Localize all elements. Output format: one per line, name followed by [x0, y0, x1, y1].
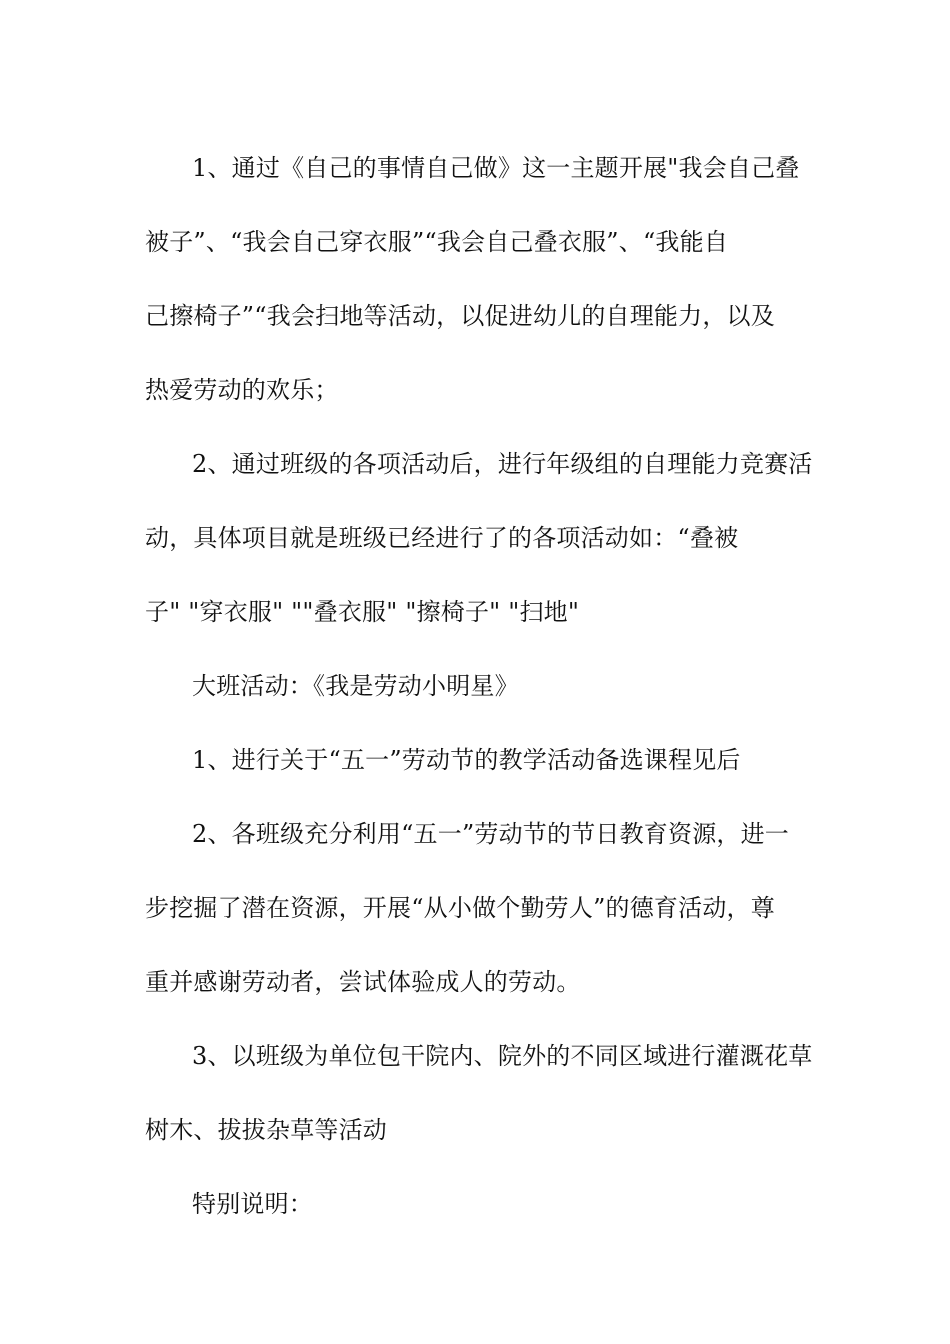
text-line: 2、通过班级的各项活动后，进行年级组的自理能力竞赛活 [192, 450, 813, 478]
document-body [145, 131, 813, 1241]
text-line: 子" "穿衣服" ""叠衣服" "擦椅子" "扫地" [145, 598, 580, 626]
text-line: 动，具体项目就是班级已经进行了的各项活动如：“叠被 [145, 524, 739, 552]
text-line: 2、各班级充分利用“五一”劳动节的节日教育资源，进一 [192, 820, 790, 848]
text-line: 步挖掘了潜在资源，开展“从小做个勤劳人”的德育活动，尊 [145, 894, 775, 922]
text-line: 热爱劳动的欢乐； [145, 376, 339, 404]
section-heading: 特别说明： [192, 1190, 313, 1218]
section-heading: 大班活动：《我是劳动小明星》 [192, 672, 519, 700]
text-line: 重并感谢劳动者，尝试体验成人的劳动。 [145, 968, 581, 996]
text-line: 被子”、“我会自己穿衣服”“我会自己叠衣服”、“我能自 [145, 228, 729, 256]
text-line: 1、进行关于“五一”劳动节的教学活动备选课程见后 [192, 746, 741, 774]
text-line: 3、以班级为单位包干院内、院外的不同区域进行灌溉花草 [192, 1042, 813, 1070]
text-line: 己擦椅子”“我会扫地等活动，以促进幼儿的自理能力，以及 [145, 302, 775, 330]
text-line: 树木、拔拔杂草等活动 [145, 1116, 387, 1144]
text-line: 1、通过《自己的事情自己做》这一主题开展"我会自己叠 [192, 154, 800, 182]
